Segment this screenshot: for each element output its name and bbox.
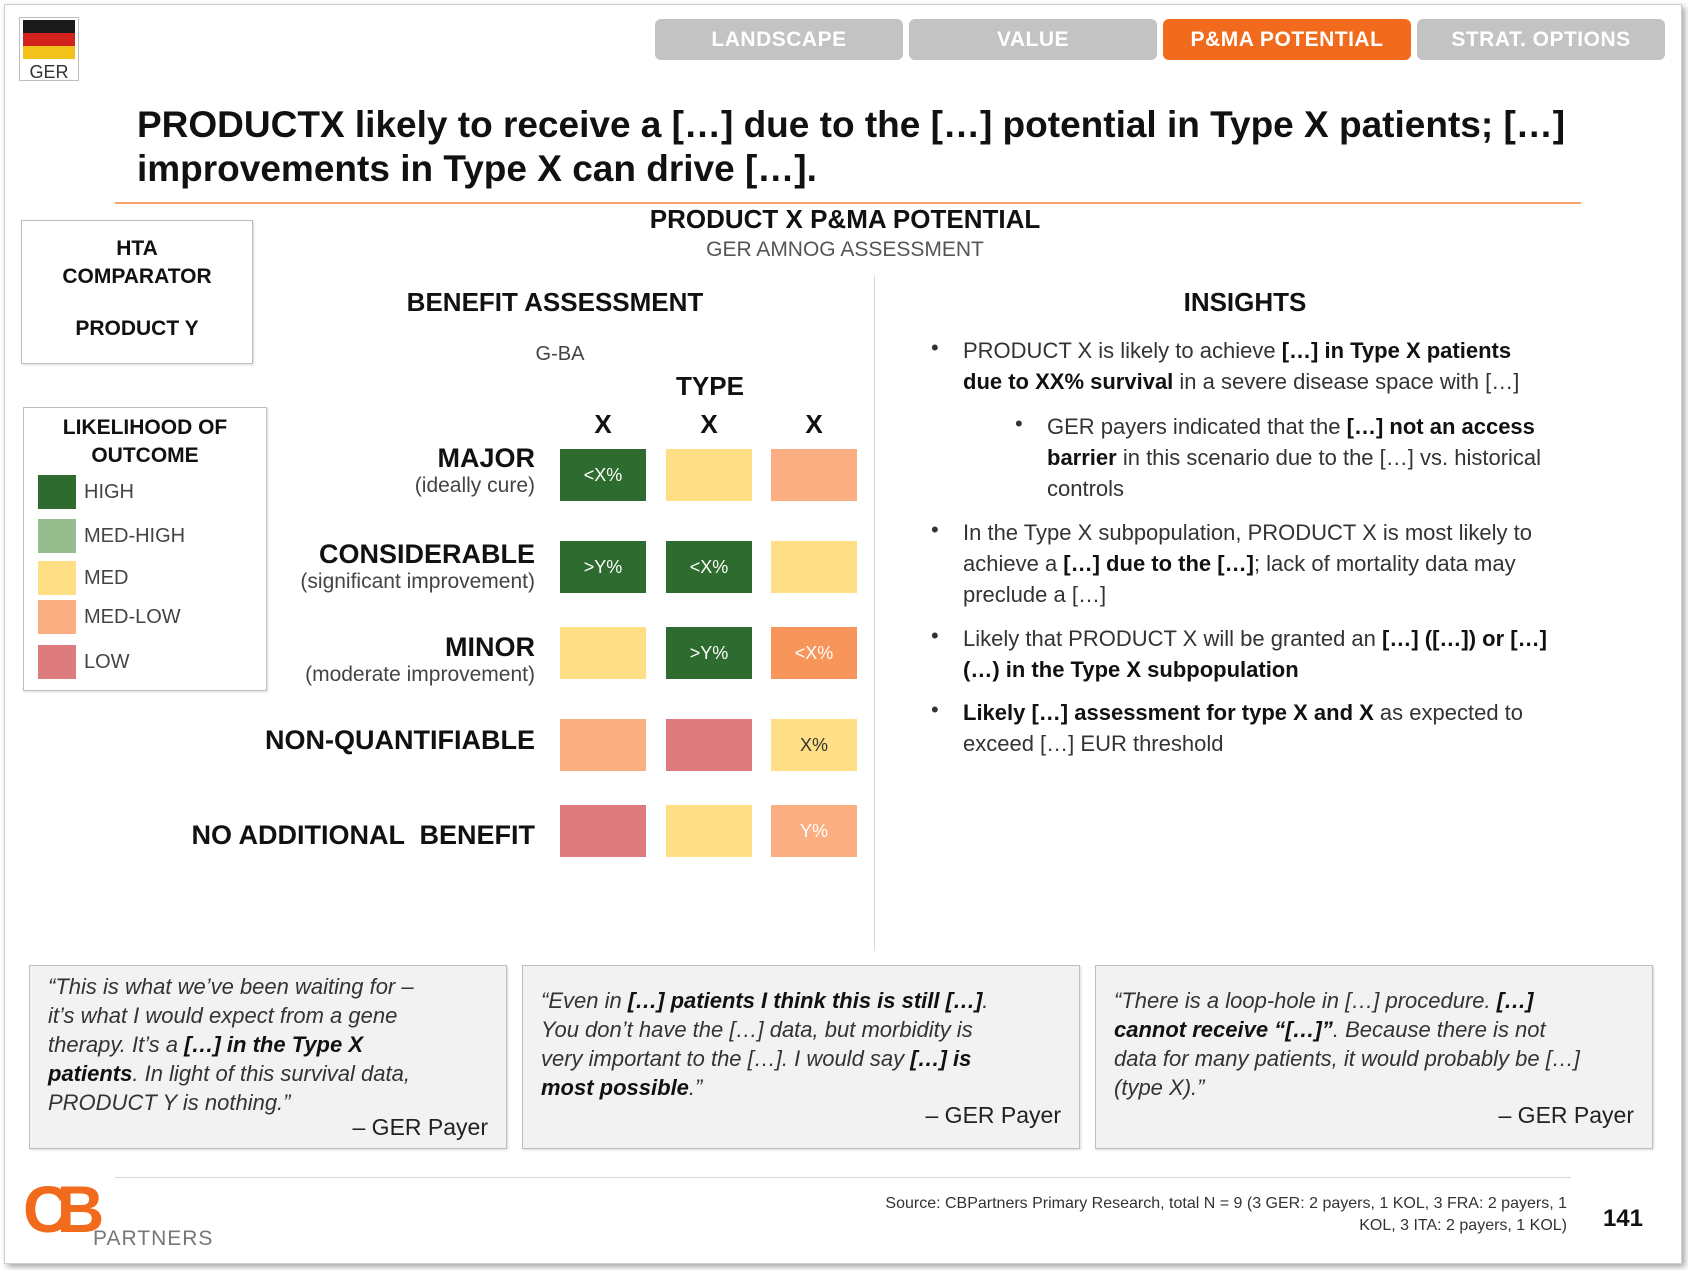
slide — [4, 4, 1682, 1264]
cell-nonquant-1 — [560, 719, 646, 771]
quote-3-line-2b: . Because there is not — [1332, 1017, 1546, 1042]
cell-minor-2: >Y% — [666, 627, 752, 679]
row-subtitle-considerable: (significant improvement) — [300, 570, 535, 593]
quote-3-attribution: – GER Payer — [1498, 1102, 1634, 1128]
insight-1-bold-b: due to XX% survival — [963, 369, 1174, 394]
quote-1-line-2: it’s what I would expect from a gene — [48, 1003, 398, 1028]
quote-1-line-3b: […] in the Type X — [184, 1032, 364, 1057]
quote-1-line-5: PRODUCT Y is nothing.” — [48, 1090, 291, 1115]
page-number: 141 — [1602, 1205, 1643, 1232]
cell-noadd-1 — [560, 805, 646, 857]
type-label: TYPE — [676, 371, 744, 401]
quote-1-line-3a: therapy. It’s a — [48, 1032, 185, 1057]
quote-3-line-4: (type X).” — [1114, 1075, 1205, 1100]
quote-2-line-2: You don’t have the […] data, but morbidity is — [541, 1017, 973, 1042]
column-divider — [874, 275, 875, 951]
quote-box-3 — [1095, 965, 1653, 1149]
legend-item-med-low — [38, 599, 181, 635]
insight-1-sub — [1047, 411, 1667, 504]
insight-3-text-a: Likely that PRODUCT X will be granted an — [963, 626, 1382, 651]
legend-item-med — [38, 560, 128, 596]
insight-3 — [963, 623, 1663, 685]
quote-2-attribution: – GER Payer — [925, 1102, 1061, 1128]
row-label-major — [235, 443, 535, 498]
legend-label-med-high: MED-HIGH — [84, 524, 186, 547]
quote-2-line-1b: […] patients I think this is still […] — [627, 988, 983, 1013]
quote-3-line-1b: […] — [1496, 988, 1534, 1013]
row-title-non-quantifiable: NON-QUANTIFIABLE — [265, 725, 535, 755]
quote-3-text — [1114, 986, 1644, 1102]
insight-4-text-b: exceed […] EUR threshold — [963, 731, 1224, 756]
logo-letters: CB — [23, 1172, 91, 1246]
tab-pma-potential[interactable]: P&MA POTENTIAL — [1163, 19, 1411, 60]
source-line-2: KOL, 3 ITA: 2 payers, 1 KOL) — [1359, 1217, 1567, 1234]
source-line-1: Source: CBPartners Primary Research, total N = 9 (3 GER: 2 payers, 1 KOL, 3 FRA: 2 payers, 1 — [885, 1195, 1567, 1212]
legend-swatch-med-high — [38, 519, 76, 553]
quote-2-line-1a: “Even in — [541, 988, 628, 1013]
quote-1-text — [48, 972, 498, 1117]
row-label-minor — [185, 632, 535, 687]
row-label-non-quantifiable — [185, 725, 535, 756]
row-title-considerable: CONSIDERABLE — [318, 539, 535, 569]
insight-3-bold-b: (…) in the Type X subpopulation — [963, 657, 1299, 682]
insight-4 — [963, 697, 1663, 759]
title-line-2: improvements in Type X can drive […]. — [137, 148, 817, 189]
row-title-minor: MINOR — [445, 632, 535, 662]
quote-1-line-1: “This is what we’ve been waiting for – — [48, 974, 414, 999]
insight-2-text-a: In the Type X subpopulation, PRODUCT X is most likely to — [963, 520, 1533, 545]
hta-comparator-box — [21, 220, 253, 364]
title-line-1: PRODUCTX likely to receive a […] due to the […] potential in Type X patients; […] — [137, 104, 1566, 145]
legend-title-line-2: OUTCOME — [91, 444, 199, 467]
insight-sub-text-b: in this scenario due to the […] vs. historical — [1116, 445, 1542, 470]
legend-item-high — [38, 474, 134, 510]
sub-bullet-icon: • — [1015, 411, 1023, 436]
quote-3-line-3: data for many patients, it would probably be […] — [1114, 1046, 1580, 1071]
column-header-2: X — [700, 409, 718, 439]
page-title — [137, 103, 1637, 191]
insight-1-text-a: PRODUCT X is likely to achieve — [963, 338, 1282, 363]
cell-considerable-3 — [771, 541, 857, 593]
row-label-considerable — [185, 539, 535, 594]
insight-1 — [963, 335, 1663, 397]
row-label-no-additional-benefit — [125, 820, 535, 851]
country-label: GER — [29, 62, 69, 82]
legend-item-low — [38, 644, 130, 680]
quote-2-line-4a: most possible — [541, 1075, 689, 1100]
cell-major-2 — [666, 449, 752, 501]
quote-1-line-4a: patients — [48, 1061, 133, 1086]
column-header-1: X — [594, 409, 612, 439]
row-subtitle-minor: (moderate improvement) — [305, 663, 535, 686]
cell-nonquant-3: X% — [771, 719, 857, 771]
tab-value[interactable]: VALUE — [909, 19, 1157, 60]
legend-label-med: MED — [84, 566, 129, 589]
legend-label-med-low: MED-LOW — [84, 605, 181, 628]
quote-box-2 — [522, 965, 1080, 1149]
cell-minor-3: <X% — [771, 627, 857, 679]
quote-2-text — [541, 986, 1071, 1102]
cell-noadd-3: Y% — [771, 805, 857, 857]
cell-nonquant-2 — [666, 719, 752, 771]
quote-2-line-1c: . — [982, 988, 989, 1013]
legend-title-line-1: LIKELIHOOD OF — [62, 416, 228, 439]
bullet-icon: • — [931, 335, 939, 360]
insight-sub-text-a: GER payers indicated that the — [1047, 414, 1347, 439]
quote-3-line-1a: “There is a loop-hole in […] procedure. — [1114, 988, 1497, 1013]
cbpartners-logo — [23, 1172, 223, 1257]
insight-3-bold-a: […] ([…]) or […] — [1382, 626, 1547, 651]
section-heading: PRODUCT X P&MA POTENTIAL — [649, 204, 1041, 234]
tab-strat-options[interactable]: STRAT. OPTIONS — [1417, 19, 1665, 60]
cell-noadd-2 — [666, 805, 752, 857]
legend-label-low: LOW — [84, 650, 130, 673]
row-subtitle-major: (ideally cure) — [414, 474, 535, 497]
hta-title-line-2: COMPARATOR — [62, 265, 212, 288]
insight-4-text-a: as expected to — [1373, 700, 1524, 725]
bullet-icon: • — [931, 517, 939, 542]
insight-4-bold: Likely […] assessment for type X and X — [963, 700, 1374, 725]
cell-major-1: <X% — [560, 449, 646, 501]
insight-2-text-d: preclude a […] — [963, 582, 1107, 607]
insights-heading: INSIGHTS — [1183, 287, 1307, 317]
quote-1-line-4b: . In light of this survival data, — [132, 1061, 410, 1086]
legend-swatch-low — [38, 645, 76, 679]
bullet-icon: • — [931, 623, 939, 648]
column-header-3: X — [805, 409, 823, 439]
insight-2 — [963, 517, 1663, 610]
footer-divider — [115, 1177, 1571, 1178]
quote-1-attribution: – GER Payer — [352, 1114, 488, 1140]
germany-flag-icon — [19, 17, 79, 81]
quote-3-line-2a: cannot receive “[…]” — [1114, 1017, 1333, 1042]
insight-2-text-c: ; lack of mortality data may — [1253, 551, 1516, 576]
tab-landscape[interactable]: LANDSCAPE — [655, 19, 903, 60]
cell-minor-1 — [560, 627, 646, 679]
quote-2-line-4b: .” — [688, 1075, 703, 1100]
legend-swatch-med — [38, 561, 76, 595]
insight-1-bold-a: […] in Type X patients — [1281, 338, 1512, 363]
legend-label-high: HIGH — [84, 480, 134, 503]
insight-2-text-b: achieve a — [963, 551, 1064, 576]
legend-swatch-high — [38, 475, 76, 509]
insight-1-text-b: in a severe disease space with […] — [1173, 369, 1520, 394]
legend-item-med-high — [38, 518, 185, 554]
insight-sub-bold-a: […] not an access — [1346, 414, 1535, 439]
cell-considerable-1: >Y% — [560, 541, 646, 593]
source-note — [705, 1193, 1567, 1237]
hta-title-line-1: HTA — [116, 237, 158, 260]
row-title-major: MAJOR — [437, 443, 535, 473]
quote-2-line-3a: very important to the […]. I would say — [541, 1046, 911, 1071]
insight-2-bold: […] due to the […] — [1063, 551, 1254, 576]
insight-sub-text-c: controls — [1047, 476, 1125, 501]
row-title-no-additional-benefit: NO ADDITIONAL BENEFIT — [191, 820, 535, 850]
insight-sub-bold-b: barrier — [1047, 445, 1117, 470]
section-subheading: GER AMNOG ASSESSMENT — [706, 238, 984, 261]
legend-swatch-med-low — [38, 600, 76, 634]
quote-box-1 — [29, 965, 507, 1149]
gba-label: G-BA — [535, 343, 585, 365]
cell-major-3 — [771, 449, 857, 501]
hta-product: PRODUCT Y — [75, 317, 199, 340]
quote-2-line-3b: […] is — [910, 1046, 972, 1071]
logo-word: PARTNERS — [93, 1227, 214, 1250]
cell-considerable-2: <X% — [666, 541, 752, 593]
benefit-heading: BENEFIT ASSESSMENT — [406, 287, 704, 317]
bullet-icon: • — [931, 697, 939, 722]
